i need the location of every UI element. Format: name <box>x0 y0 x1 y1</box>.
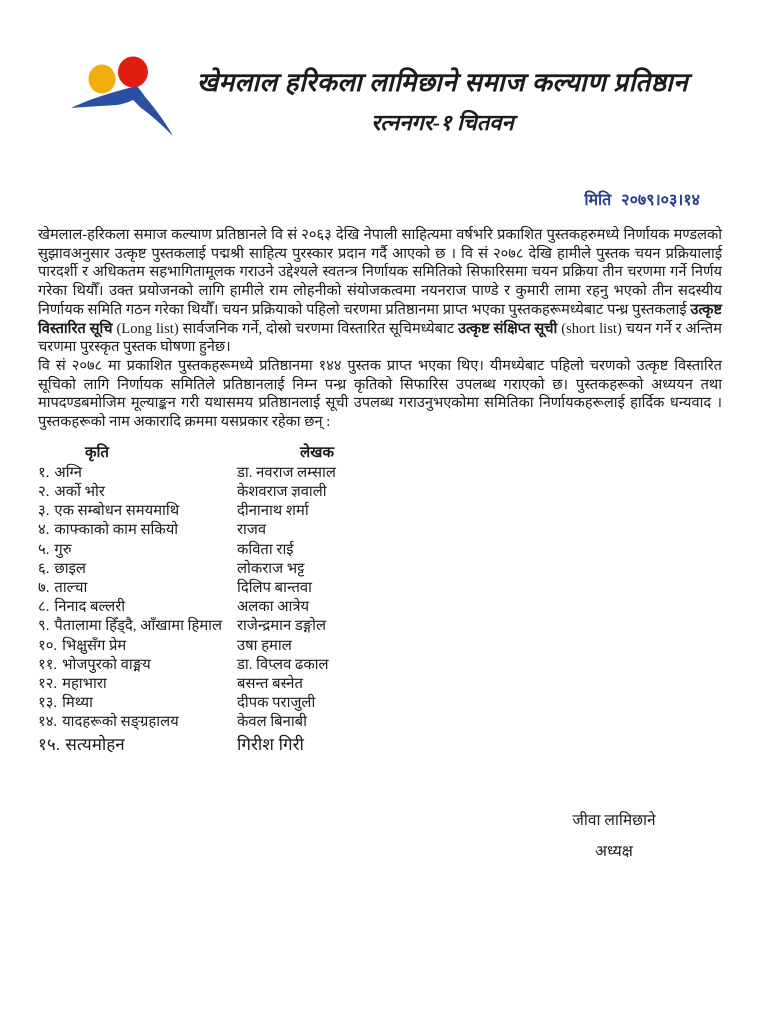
book-author: कविता राई <box>237 541 294 558</box>
book-title: ताल्चा <box>54 579 88 596</box>
column-header-title: कृति <box>85 444 109 461</box>
date-label: मिति <box>584 192 612 209</box>
paragraph-1: खेमलाल-हरिकला समाज कल्याण प्रतिष्ठानले वि सं २०६३ देखि नेपाली साहित्यमा वर्षभरि प्रकाशित पुस्तकहरुमध्ये निर्णायक मण्डलको सुझावअनुसार उत्कृष्ट पुस्तकलाई पद्मश्री साहित्य पुरस्कार प्रदान गर्दै आएको छ । वि सं २०७८ देखि हामीले पुस्तक चयन प्रक्रियालाई पारदर्शी र अधिकतम सहभागितामूलक गराउने उद्देश्यले स्वतन्त्र निर्णायक समितिको सिफारिसमा चयन प्रक्रिया तीन चरणमा गर्ने निर्णय गरेका थियौँ। उक्त प्रयोजनको लागि हामीले राम लोहनीको संयोजकत्वमा नयनराज पाण्डे र कुमारी लामा रहनु भएको तीन सदस्यीय निर्णायक समिति गठन गरेका थियौँ। चयन प्रक्रियाको पहिलो चरणमा प्रतिष्ठानमा प्राप्त भएका पुस्तकहरूमध्येबाट पन्ध्र पुस्तकलाई उत्कृष्ट विस्तारित सूचि (Long list) सार्वजनिक गर्ने, दोस्रो चरणमा विस्तारित सूचिमध्येबाट उत्कृष्ट संक्षिप्त सूची (short list) चयन गर्ने र अन्तिम चरणमा पुरस्कृत पुस्तक घोषणा हुनेछ। <box>38 227 722 356</box>
book-author: केवल बिनाबी <box>237 714 307 731</box>
letterhead <box>0 0 757 148</box>
signature-block <box>529 808 699 861</box>
list-column-headers <box>38 442 757 462</box>
long-list-label: उत्कृष्ट विस्तारित सूचि <box>38 301 722 337</box>
book-author: केशवराज ज्ञवाली <box>237 483 327 500</box>
book-title: भिक्षुसँग प्रेम <box>62 637 127 654</box>
list-item: ५. गुरु कविता राई <box>38 541 722 560</box>
list-item: ६. छाइल लोकराज भट्ट <box>38 560 722 579</box>
book-author: लोकराज भट्ट <box>237 560 305 577</box>
date-value: २०७९।०३।१४ <box>621 192 700 209</box>
book-author: दिलिप बान्तवा <box>237 579 312 596</box>
book-title: महाभारा <box>62 675 107 692</box>
book-author: डा. नवराज लम्साल <box>237 464 336 481</box>
column-header-author: लेखक <box>300 444 334 461</box>
book-title: यादहरूको सङ्ग्रहालय <box>62 714 179 731</box>
list-item: ११. भोजपुरको वाङ्मय डा. विप्लव ढकाल <box>38 656 722 675</box>
book-title: पैतालामा हिँड्दै, आँखामा हिमाल <box>54 618 223 635</box>
list-item: ३. एक सम्बोधन समयमाथि दीनानाथ शर्मा <box>38 502 722 521</box>
signatory-name: जीवा लामिछाने <box>572 811 656 829</box>
book-author: दीनानाथ शर्मा <box>237 503 309 520</box>
list-item: १२. महाभारा बसन्त बस्नेत <box>38 675 722 694</box>
paragraph-2: वि सं २०७८ मा प्रकाशित पुस्तकहरूमध्ये प्रतिष्ठानमा १४४ पुस्तक प्राप्त भएका थिए। यीमध्येबाट पहिलो चरणको उत्कृष्ट विस्तारित सूचिको लागि निर्णायक समितिले प्रतिष्ठानलाई निम्न पन्ध्र कृतिको सिफारिस उपलब्ध गराएको छ। पुस्तकहरूको अध्ययन तथा मापदण्डबमोजिम मूल्याङ्कन गरी यथासमय प्रतिष्ठानलाई सूची उपलब्ध गराउनुभएकोमा समितिका निर्णायकहरूलाई हार्दिक धन्यवाद । पुस्तकहरूको नाम अकारादि क्रममा यसप्रकार रहेका छन् : <box>38 357 722 431</box>
list-item: ९. पैतालामा हिँड्दै, आँखामा हिमाल राजेन्द्रमान डङ्गोल <box>38 617 722 636</box>
list-item: १०. भिक्षुसँग प्रेम उषा हमाल <box>38 637 722 656</box>
book-author: गिरीश गिरी <box>237 734 304 754</box>
list-item: १. अग्नि डा. नवराज लम्साल <box>38 464 722 483</box>
org-name: खेमलाल हरिकला लामिछाने समाज कल्याण प्रतिष्ठान <box>196 67 689 97</box>
book-author: राजव <box>237 522 267 539</box>
book-title: एक सम्बोधन समयमाथि <box>54 503 180 520</box>
letterhead-text <box>197 67 688 138</box>
list-item: १५. सत्यमोहन गिरीश गिरी <box>38 733 722 756</box>
book-author: राजेन्द्रमान डङ्गोल <box>237 618 327 635</box>
book-author: बसन्त बस्नेत <box>237 675 303 692</box>
book-title: अर्को भोर <box>54 483 105 500</box>
book-author: डा. विप्लव ढकाल <box>237 656 329 673</box>
book-title: अग्नि <box>54 464 82 481</box>
short-list-label: उत्कृष्ट संक्षिप्त सूची <box>458 320 558 337</box>
book-author: उषा हमाल <box>237 637 292 654</box>
book-title: छाइल <box>54 560 86 577</box>
list-item: ४. काफ्काको काम सकियो राजव <box>38 521 722 540</box>
book-title: गुरु <box>54 541 72 558</box>
book-list <box>38 464 722 756</box>
list-item: २. अर्को भोर केशवराज ज्ञवाली <box>38 483 722 502</box>
book-author: दीपक पराजुली <box>237 695 316 712</box>
book-title: काफ्काको काम सकियो <box>54 522 179 539</box>
book-title: निनाद बल्लरी <box>54 599 126 616</box>
book-title: सत्यमोहन <box>65 734 125 754</box>
book-title: भोजपुरको वाङ्मय <box>62 656 151 673</box>
list-item: १४. यादहरूको सङ्ग्रहालय केवल बिनाबी <box>38 713 722 732</box>
foundation-logo-icon <box>69 56 181 148</box>
date-line <box>0 188 757 210</box>
list-item: ७. ताल्चा दिलिप बान्तवा <box>38 579 722 598</box>
list-item: ८. निनाद बल्लरी अलका आत्रेय <box>38 598 722 617</box>
signatory-role: अध्यक्ष <box>595 842 633 860</box>
letter-body <box>38 226 722 432</box>
book-author: अलका आत्रेय <box>237 599 310 616</box>
list-item: १३. मिथ्या दीपक पराजुली <box>38 694 722 713</box>
org-address: रत्ननगर-१ चितवन <box>371 110 514 136</box>
book-title: मिथ्या <box>62 695 93 712</box>
